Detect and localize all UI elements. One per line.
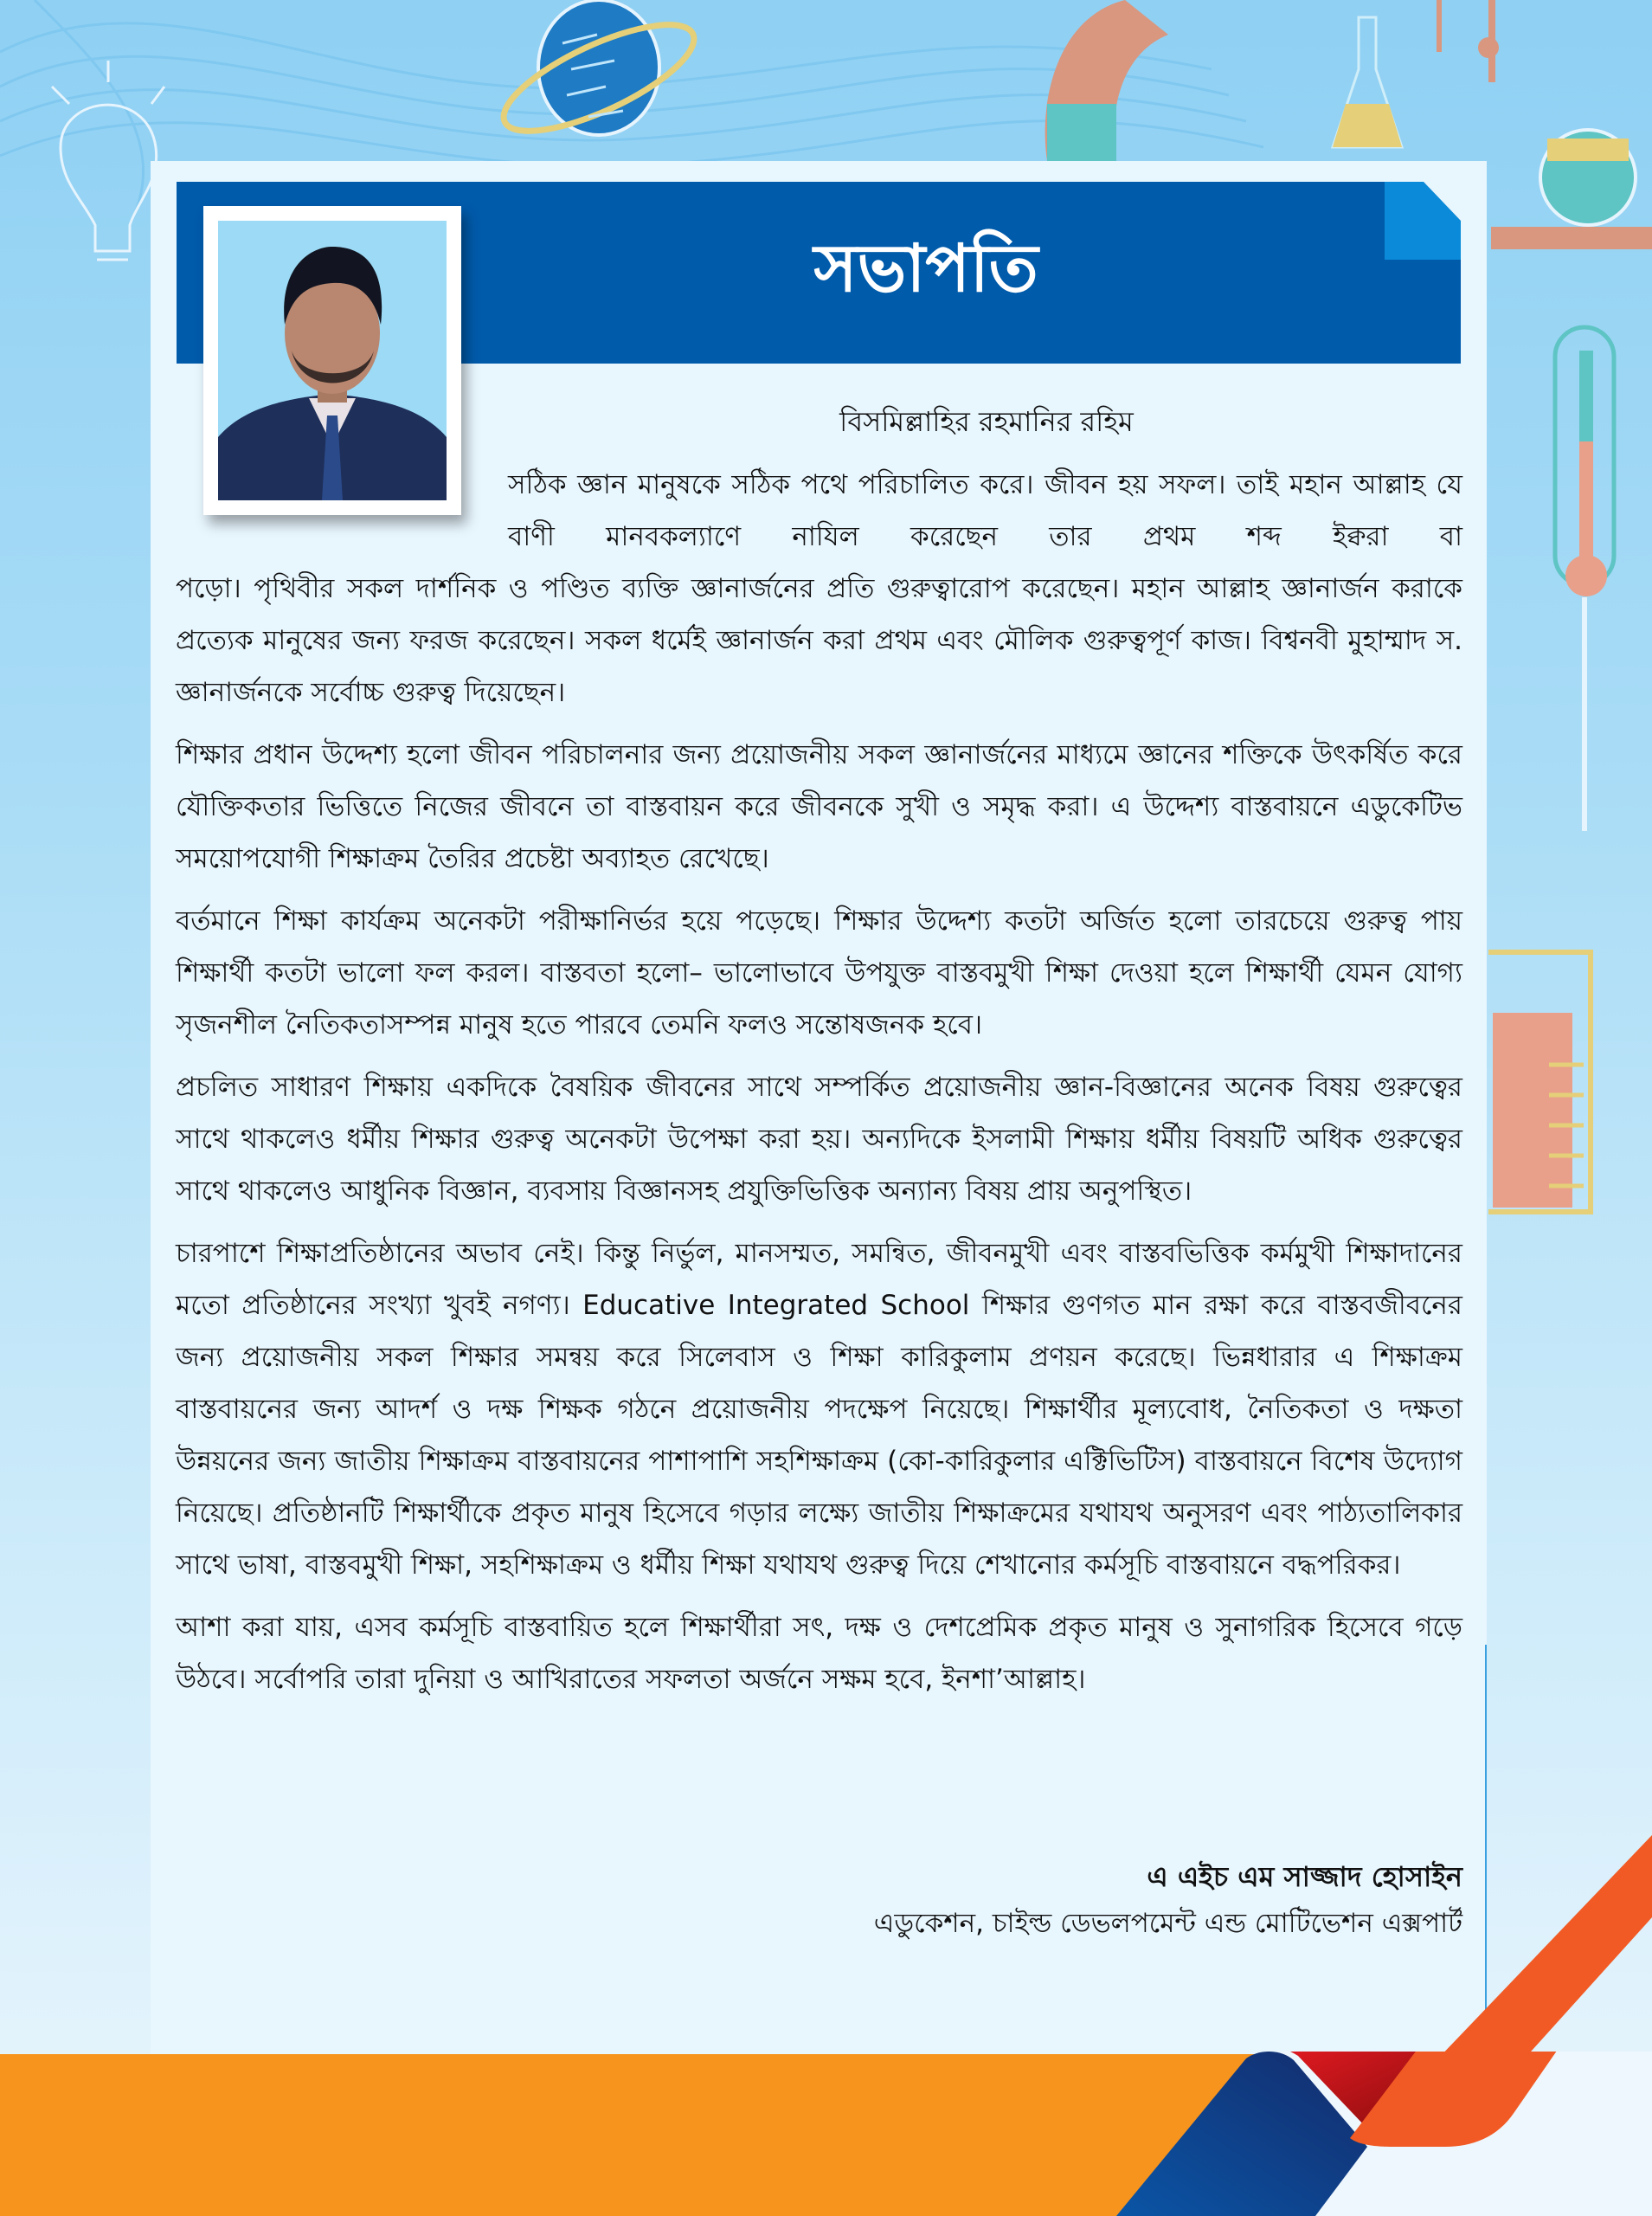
body-paragraph: প্রচলিত সাধারণ শিক্ষায় একদিকে বৈষয়িক জীবনের সাথে সম্পর্কিত প্রয়োজনীয় জ্ঞান-বিজ্ঞানের অনেক বিষয় গুরুত্বের সাথে থাকলেও ধর্মীয় শিক্ষার গুরুত্ব অনেকটা উপেক্ষা করা হয়। অন্যদিকে ইসলামী শিক্ষায় ধর্মীয় বিষয়টি অধিক গুরুত্বের সাথে থাকলেও আধুনিক বিজ্ঞান, ব্যবসায় বিজ্ঞানসহ প্রযুক্তিভিত্তিক অন্যান্য বিষয় প্রায় অনুপস্থিত। <box>176 1072 1462 1207</box>
body-paragraph: বর্তমানে শিক্ষা কার্যক্রম অনেকটা পরীক্ষানির্ভর হয়ে পড়েছে। শিক্ষার উদ্দেশ্য কতটা অর্জিত হলো তারচেয়ে গুরুত্ব পায় শিক্ষার্থী কতটা ভালো ফল করল। বাস্তবতা হলো– ভালোভাবে উপযুক্ত বাস্তবমুখী শিক্ষা দেওয়া হলে শিক্ষার্থী যেমন যোগ্য সৃজনশীল নৈতিকতাসম্পন্ন মানুষ হতে পারবে তেমনি ফলও সন্তোষজনক হবে। <box>176 905 1462 1040</box>
intro-paragraph: সঠিক জ্ঞান মানুষকে সঠিক পথে পরিচালিত করে। জীবন হয় সফল। তাই মহান আল্লাহ যে বাণী মানবকল্যাণে নাযিল করেছেন তার প্রথম শব্দ ইক্বরা বা <box>508 469 1462 552</box>
signatory-role: এডুকেশন, চাইল্ড ডেভলপমেন্ট এন্ড মোটিভেশন এক্সপার্ট <box>873 1908 1462 1939</box>
body-paragraph: চারপাশে শিক্ষাপ্রতিষ্ঠানের অভাব নেই। কিন্তু নির্ভুল, মানসম্মত, সমন্বিত, জীবনমুখী এবং বাস্তবভিত্তিক কর্মমুখী শিক্ষাদানের মতো প্রতিষ্ঠানের সংখ্যা খুবই নগণ্য। Educative Integrated School শিক্ষার গুণগত মান রক্ষা করে বাস্তবজীবনের জন্য প্রয়োজনীয় সকল শিক্ষার সমন্বয় করে সিলেবাস ও শিক্ষা কারিকুলাম প্রণয়ন করেছে। ভিন্নধারার এ শিক্ষাক্রম বাস্তবায়নের জন্য আদর্শ ও দক্ষ শিক্ষক গঠনে প্রয়োজনীয় পদক্ষেপ নিয়েছে। শিক্ষার্থীর মূল্যবোধ, নৈতিকতা ও দক্ষতা উন্নয়নের জন্য জাতীয় শিক্ষাক্রম বাস্তবায়নের পাশাপাশি সহশিক্ষাক্রম (কো-কারিকুলার এক্টিভিটিস) বাস্তবায়নে বিশেষ উদ্যোগ নিয়েছে। প্রতিষ্ঠানটি শিক্ষার্থীকে প্রকৃত মানুষ হিসেবে গড়ার লক্ষ্যে জাতীয় শিক্ষাক্রমের যথাযথ অনুসরণ এবং পাঠ্যতালিকার সাথে ভাষা, বাস্তবমুখী শিক্ষা, সহশিক্ষাক্রম ও ধর্মীয় শিক্ষা যথাযথ গুরুত্ব দিয়ে শেখানোর কর্মসূচি বাস্তবায়নে বদ্ধপরিকর। <box>176 1238 1462 1581</box>
portrait-photo <box>218 221 447 500</box>
body-paragraph: আশা করা যায়, এসব কর্মসূচি বাস্তবায়িত হলে শিক্ষার্থীরা সৎ, দক্ষ ও দেশপ্রেমিক প্রকৃত মানুষ ও সুনাগরিক হিসেবে গড়ে উঠবে। সর্বোপরি তারা দুনিয়া ও আখিরাতের সফলতা অর্জনে সক্ষম হবে, ইনশা’আল্লাহ। <box>176 1612 1462 1695</box>
footer-ribbon-decoration <box>0 2052 1652 2216</box>
page-title: সভাপতি <box>813 229 1038 306</box>
signatory-name: এ এইচ এম সাজ্জাদ হোসাইন <box>1147 1860 1462 1893</box>
letter-body <box>176 563 1462 1716</box>
planet-icon <box>491 0 707 151</box>
thermometer-icon <box>1555 327 1614 831</box>
signature-block <box>874 1852 1462 1946</box>
round-flask-icon <box>1488 0 1652 249</box>
salutation: বিসমিল্লাহির রহমানির রহিম <box>839 405 1134 438</box>
flask-icon <box>1333 0 1499 147</box>
beaker-icon <box>1488 952 1591 1212</box>
orange-ribbon-upper <box>1419 1835 1652 2060</box>
body-paragraph: শিক্ষার প্রধান উদ্দেশ্য হলো জীবন পরিচালনার জন্য প্রয়োজনীয় সকল জ্ঞানার্জনের মাধ্যমে জ্ঞানের শক্তিকে উৎকর্ষিত করে যৌক্তিকতার ভিত্তিতে নিজের জীবনে তা বাস্তবায়ন করে জীবনকে সুখী ও সমৃদ্ধ করা। এ উদ্দেশ্য বাস্তবায়নে এডুকেটিভ সময়োপযোগী শিক্ষাক্রম তৈরির প্রচেষ্টা অব্যাহত রেখেছে। <box>176 739 1462 874</box>
body-paragraph: পড়ো। পৃথিবীর সকল দার্শনিক ও পণ্ডিত ব্যক্তি জ্ঞানার্জনের প্রতি গুরুত্বারোপ করেছেন। মহান আল্লাহ জ্ঞানার্জন করাকে প্রত্যেক মানুষের জন্য ফরজ করেছেন। সকল ধর্মেই জ্ঞানার্জন করা প্রথম এবং মৌলিক গুরুত্বপূর্ণ কাজ। বিশ্বনবী মুহাম্মাদ স. জ্ঞানার্জনকে সর্বোচ্চ গুরুত্ব দিয়েছেন। <box>176 573 1462 708</box>
person-portrait-illustration <box>218 221 447 500</box>
portrait-frame <box>203 206 461 515</box>
